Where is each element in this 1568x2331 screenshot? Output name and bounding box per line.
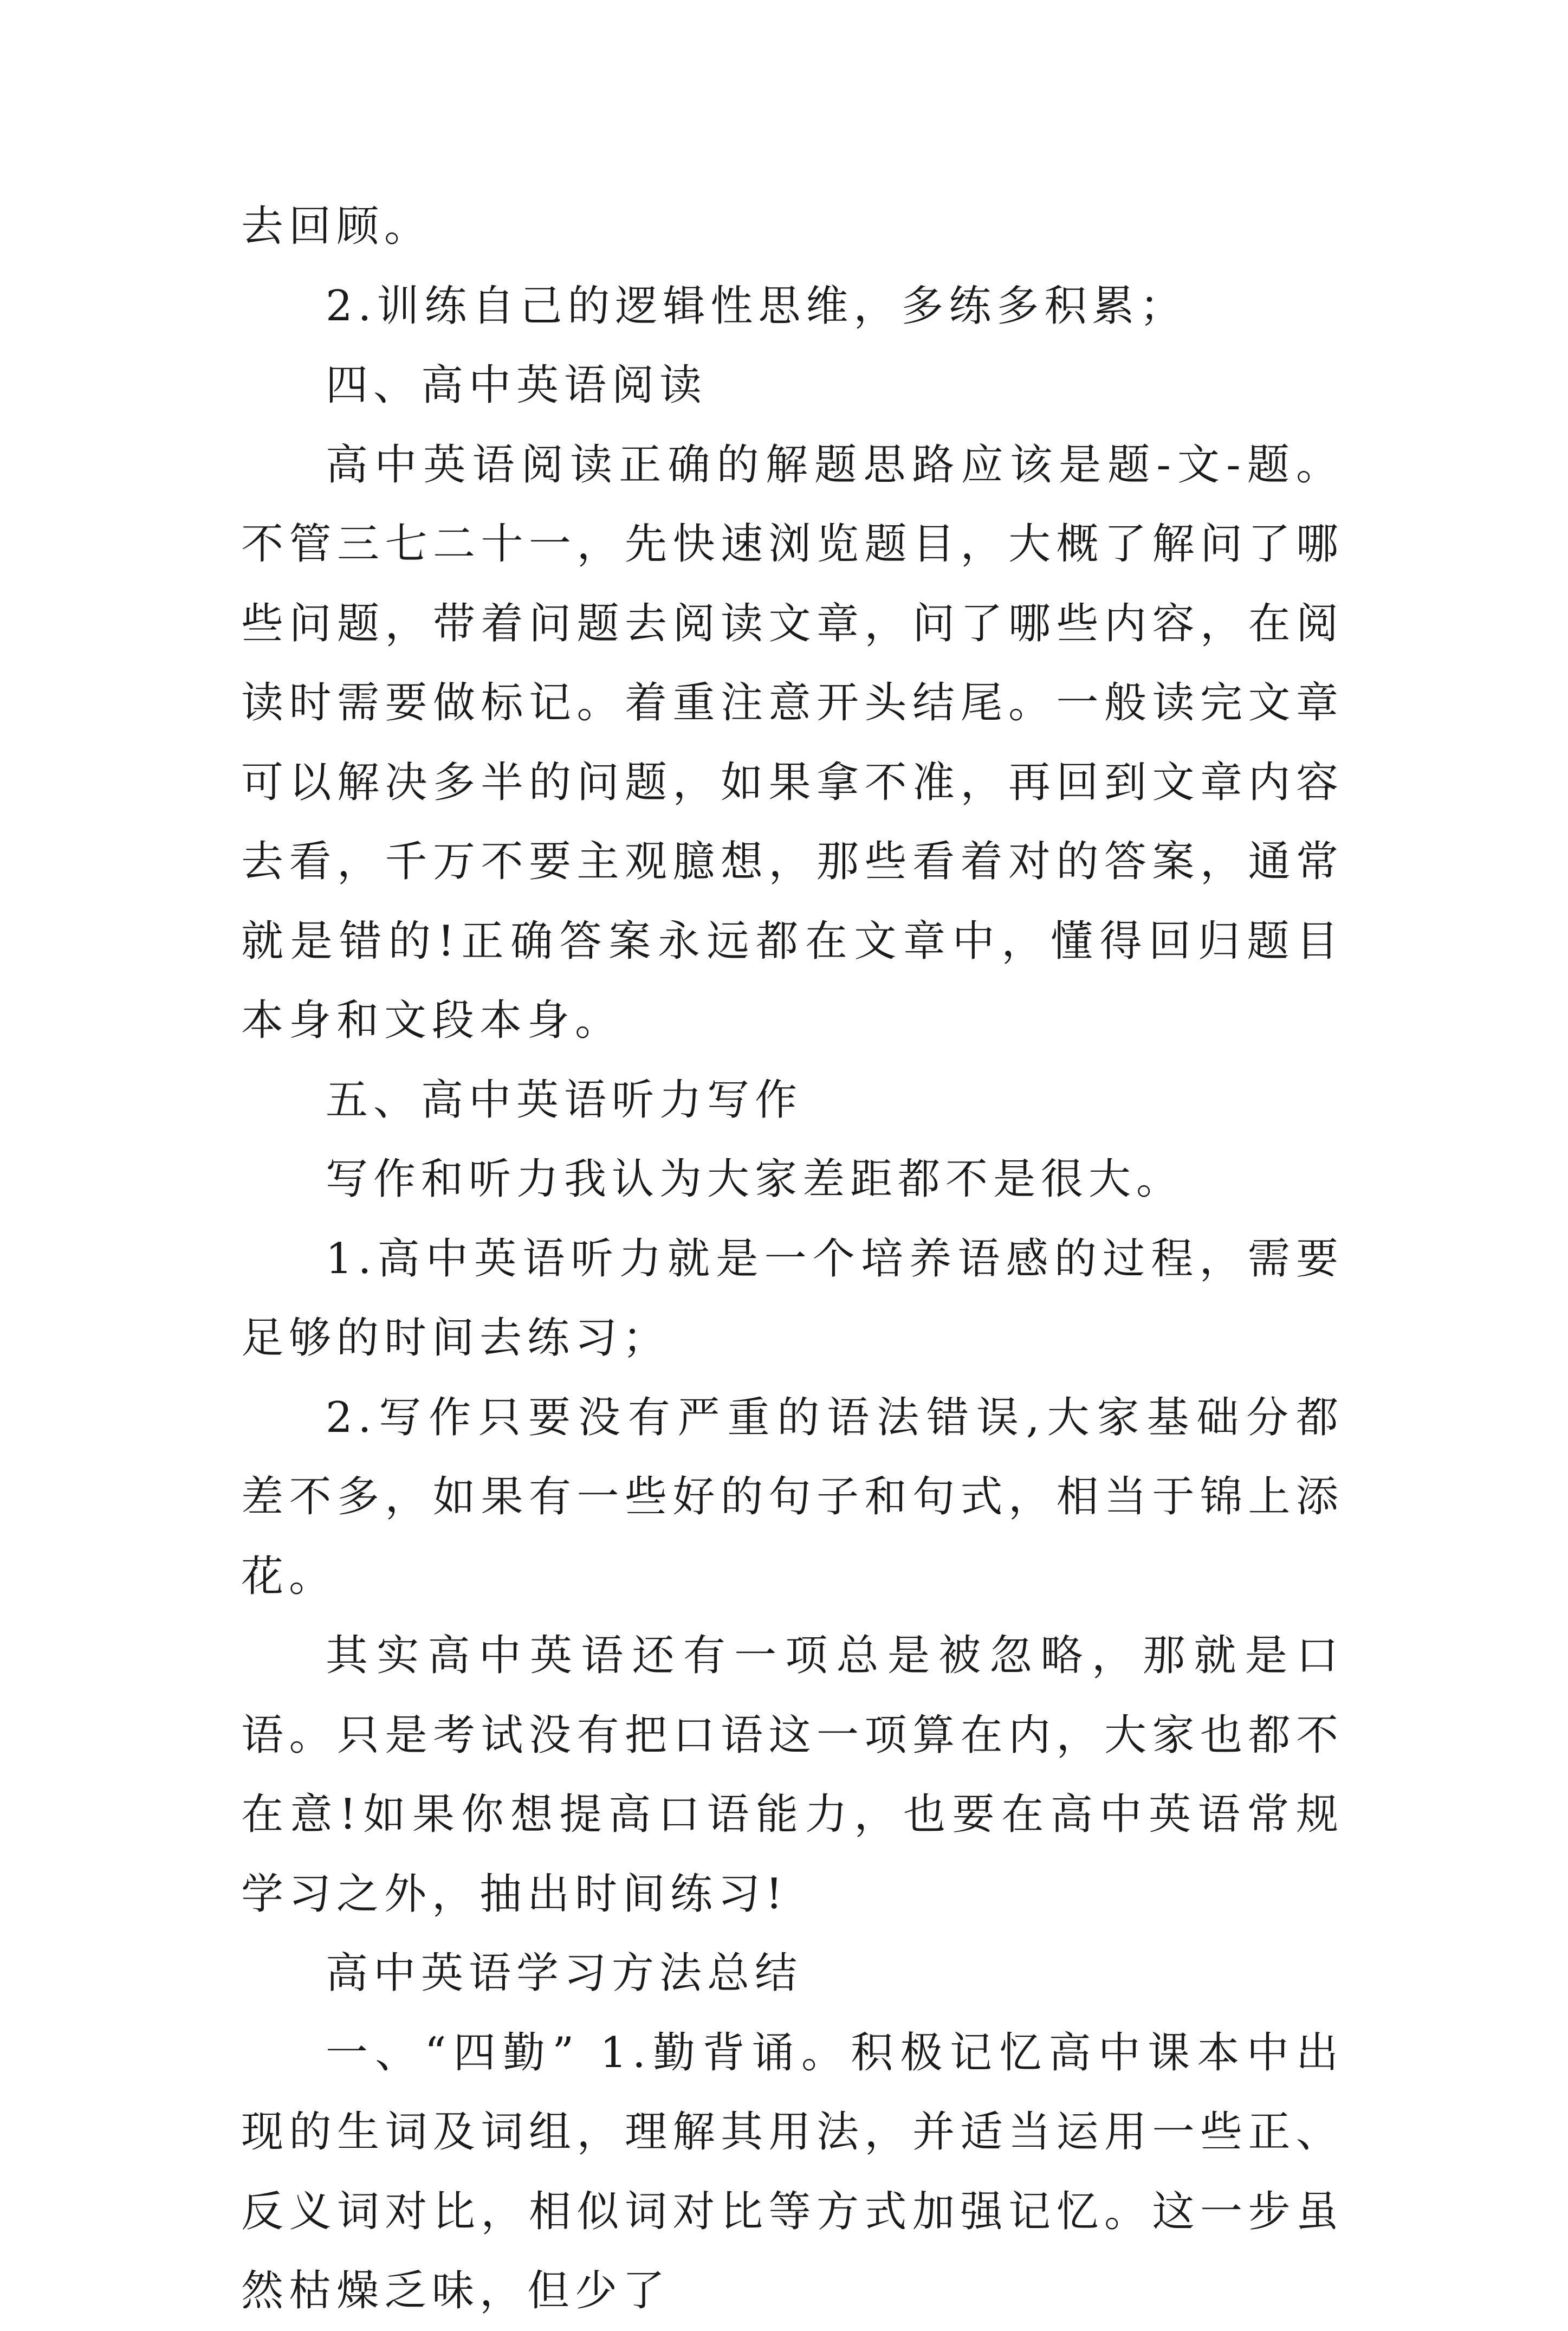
paragraph-speaking: 其实高中英语还有一项总是被忽略，那就是口语。只是考试没有把口语这一项算在内，大家也都不在意!如果你想提高口语能力，也要在高中英语常规学习之外，抽出时间练习! xyxy=(241,1631,1344,1919)
paragraph-1: 去回顾。 xyxy=(241,202,432,251)
paragraph-four-diligence: 一、“四勤” 1.勤背诵。积极记忆高中课本中出现的生词及词组，理解其用法，并适当运用一些正、反义词对比，相似词对比等方式加强记忆。这一步虽然枯燥乏味，但少了 xyxy=(241,2028,1344,2315)
paragraph-reading: 高中英语阅读正确的解题思路应该是题-文-题。不管三七二十一，先快速浏览题目，大概了解问了哪些问题，带着问题去阅读文章，问了哪些内容，在阅读时需要做标记。着重注意开头结尾。一般读完文章可以解决多半的问题，如果拿不准，再回到文章内容去看，千万不要主观臆想，那些看着对的答案，通常就是错的!正确答案永远都在文章中，懂得回归题目本身和文段本身。 xyxy=(241,440,1344,1045)
paragraph-listening-intro: 写作和听力我认为大家差距都不是很大。 xyxy=(326,1155,1184,1204)
paragraph-2: 2.训练自己的逻辑性思维，多练多积累； xyxy=(326,281,1188,331)
document-body xyxy=(241,187,1344,2331)
section-heading-reading: 四、高中英语阅读 xyxy=(326,361,708,410)
paragraph-listening: 1.高中英语听力就是一个培养语感的过程，需要足够的时间去练习； xyxy=(241,1234,1344,1363)
section-heading-listening-writing: 五、高中英语听力写作 xyxy=(326,1075,803,1125)
paragraph-writing: 2.写作只要没有严重的语法错误,大家基础分都差不多，如果有一些好的句子和句式，相当于锦上添花。 xyxy=(241,1393,1344,1601)
section-heading-summary: 高中英语学习方法总结 xyxy=(326,1949,803,1998)
